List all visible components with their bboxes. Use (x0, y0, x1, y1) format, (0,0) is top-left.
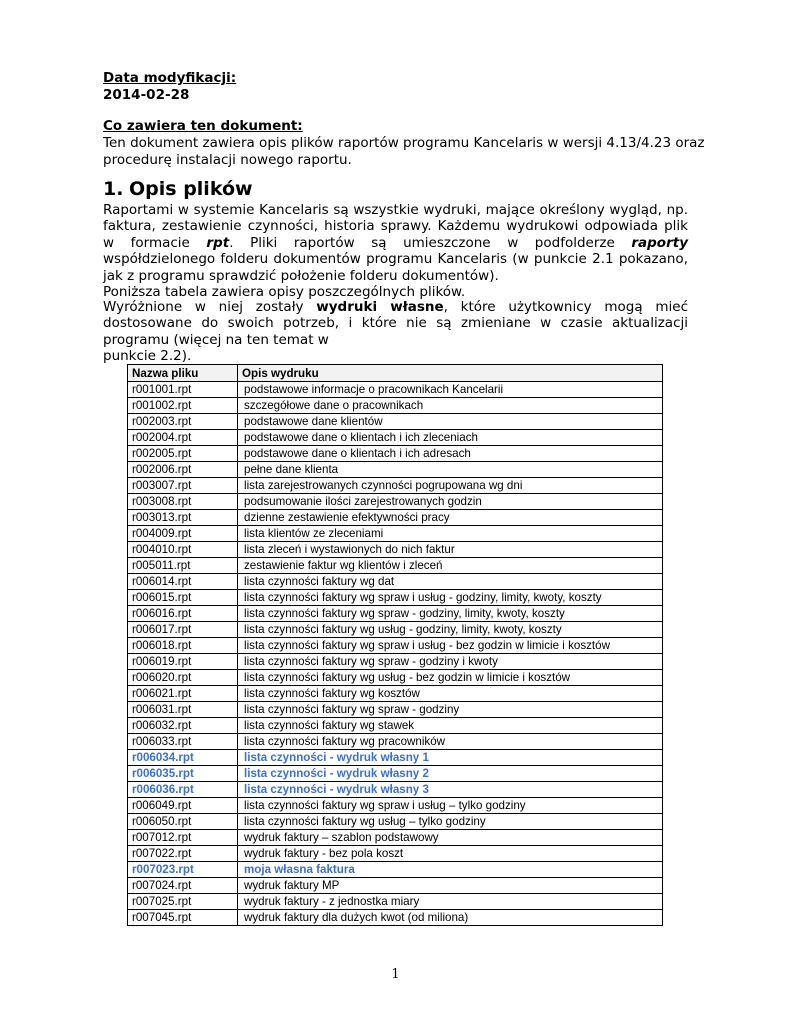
description-cell: lista czynności - wydruk własny 2 (238, 766, 663, 782)
table-row (128, 638, 663, 654)
file-name-cell: r002004.rpt (128, 430, 238, 446)
table-row (128, 830, 663, 846)
description-cell: podstawowe informacje o pracownikach Kancelarii (238, 382, 663, 398)
rpt-format: rpt (206, 234, 230, 251)
table-row (128, 670, 663, 686)
description-cell: pełne dane klienta (238, 462, 663, 478)
description-cell: lista zarejestrowanych czynności pogrupowana wg dni (238, 478, 663, 494)
table-row (128, 718, 663, 734)
table-header-row (128, 365, 663, 382)
table-row (128, 558, 663, 574)
table-body (128, 382, 663, 926)
table-row (128, 846, 663, 862)
para1-text-3: współdzielonego folderu dokumentów programu Kancelaris (w punkcie 2.1 pokazano, jak z programu sprawdzić położenie folderu dokumentów). (103, 251, 688, 284)
description-cell: podstawowe dane o klientach i ich adresach (238, 446, 663, 462)
section-title: Opis plików (129, 178, 253, 200)
table-row (128, 430, 663, 446)
file-name-cell: r005011.rpt (128, 558, 238, 574)
file-name-cell: r007012.rpt (128, 830, 238, 846)
description-cell: zestawienie faktur wg klientów i zleceń (238, 558, 663, 574)
file-name-cell: r006050.rpt (128, 814, 238, 830)
description-cell: wydruk faktury - z jednostka miary (238, 894, 663, 910)
description-cell: lista czynności faktury wg spraw - godziny, limity, kwoty, koszty (238, 606, 663, 622)
description-cell: lista czynności faktury wg stawek (238, 718, 663, 734)
table-row (128, 526, 663, 542)
file-name-cell: r006017.rpt (128, 622, 238, 638)
file-name-cell: r006035.rpt (128, 766, 238, 782)
table-row (128, 494, 663, 510)
table-row (128, 462, 663, 478)
table-row (128, 654, 663, 670)
file-name-cell: r007025.rpt (128, 894, 238, 910)
file-name-cell: r006034.rpt (128, 750, 238, 766)
section-number: 1. (103, 178, 124, 200)
table-row (128, 702, 663, 718)
file-name-cell: r006021.rpt (128, 686, 238, 702)
table-row (128, 814, 663, 830)
description-cell: lista czynności faktury wg usług - godziny, limity, kwoty, koszty (238, 622, 663, 638)
header-file-name: Nazwa pliku (128, 365, 238, 382)
file-name-cell: r006020.rpt (128, 670, 238, 686)
table-row (128, 446, 663, 462)
description-cell: lista czynności faktury wg spraw - godziny (238, 702, 663, 718)
section-heading (103, 178, 253, 200)
table-row (128, 510, 663, 526)
file-name-cell: r006015.rpt (128, 590, 238, 606)
description-cell: podstawowe dane o klientach i ich zleceniach (238, 430, 663, 446)
file-name-cell: r001002.rpt (128, 398, 238, 414)
table-row (128, 590, 663, 606)
report-files-table (127, 364, 663, 926)
description-cell: lista czynności faktury wg spraw i usług – tylko godziny (238, 798, 663, 814)
para2-last-line: punkcie 2.2). (103, 348, 192, 365)
para2-text-2: , które użytkownicy mogą mieć dostosowane do swoich potrzeb, i które nie są zmieniane w czasie aktualizacji programu (więcej na ten temat w (103, 299, 688, 348)
table-row (128, 766, 663, 782)
description-cell: podstawowe dane klientów (238, 414, 663, 430)
header-description: Opis wydruku (238, 365, 663, 382)
para1-text-1: Raportami w systemie Kancelaris są wszystkie wydruki, mające określony wygląd, np. faktura, zestawienie czynności, historia sprawy. Każdemu wydrukowi odpowiada plik w formacie (103, 202, 688, 251)
description-cell: lista klientów ze zleceniami (238, 526, 663, 542)
table-row (128, 622, 663, 638)
description-cell: lista czynności faktury wg dat (238, 574, 663, 590)
file-name-cell: r006018.rpt (128, 638, 238, 654)
file-name-cell: r006033.rpt (128, 734, 238, 750)
file-name-cell: r006049.rpt (128, 798, 238, 814)
file-name-cell: r007023.rpt (128, 862, 238, 878)
table-row (128, 798, 663, 814)
file-name-cell: r006019.rpt (128, 654, 238, 670)
table-row (128, 414, 663, 430)
file-name-cell: r002003.rpt (128, 414, 238, 430)
contents-line-1: Ten dokument zawiera opis plików raportów programu Kancelaris w wersji 4.13/4.23 oraz (103, 135, 705, 151)
description-cell: lista zleceń i wystawionych do nich faktur (238, 542, 663, 558)
description-cell: wydruk faktury dla dużych kwot (od miliona) (238, 910, 663, 926)
modified-label: Data modyfikacji: (103, 70, 237, 86)
table-row (128, 750, 663, 766)
para1-text-2: . Pliki raportów są umieszczone w podfolderze (229, 234, 632, 251)
file-name-cell: r004010.rpt (128, 542, 238, 558)
contents-line-2: procedurę instalacji nowego raportu. (103, 152, 352, 168)
description-cell: lista czynności - wydruk własny 3 (238, 782, 663, 798)
file-name-cell: r004009.rpt (128, 526, 238, 542)
description-cell: lista czynności faktury wg spraw - godziny i kwoty (238, 654, 663, 670)
para1-last-line: Poniższa tabela zawiera opisy poszczególnych plików. (103, 284, 466, 301)
table-row (128, 398, 663, 414)
table-row (128, 782, 663, 798)
para2-text-1: Wyróżnione w niej zostały (103, 299, 317, 315)
table-row (128, 878, 663, 894)
modification-block (103, 70, 236, 104)
description-cell: lista czynności faktury wg spraw i usług - bez godzin w limicie i kosztów (238, 638, 663, 654)
description-cell: wydruk faktury – szablon podstawowy (238, 830, 663, 846)
table-row (128, 894, 663, 910)
file-name-cell: r002006.rpt (128, 462, 238, 478)
table-row (128, 606, 663, 622)
table-row (128, 542, 663, 558)
file-name-cell: r007024.rpt (128, 878, 238, 894)
description-cell: lista czynności - wydruk własny 1 (238, 750, 663, 766)
contents-label: Co zawiera ten dokument: (103, 118, 303, 134)
description-cell: podsumowanie ilości zarejestrowanych godzin (238, 494, 663, 510)
table-row (128, 478, 663, 494)
intro-paragraph (103, 202, 688, 300)
file-name-cell: r001001.rpt (128, 382, 238, 398)
table-row (128, 574, 663, 590)
file-name-cell: r006032.rpt (128, 718, 238, 734)
table-row (128, 862, 663, 878)
table-row (128, 382, 663, 398)
file-name-cell: r006014.rpt (128, 574, 238, 590)
raporty-folder: raporty (631, 234, 688, 251)
description-cell: szczegółowe dane o pracownikach (238, 398, 663, 414)
table-row (128, 686, 663, 702)
contents-block (103, 118, 705, 169)
custom-prints-term: wydruki własne (316, 299, 444, 315)
description-cell: wydruk faktury - bez pola koszt (238, 846, 663, 862)
description-cell: wydruk faktury MP (238, 878, 663, 894)
file-name-cell: r002005.rpt (128, 446, 238, 462)
description-cell: lista czynności faktury wg pracowników (238, 734, 663, 750)
description-cell: lista czynności faktury wg usług – tylko godziny (238, 814, 663, 830)
file-name-cell: r006036.rpt (128, 782, 238, 798)
file-name-cell: r006016.rpt (128, 606, 238, 622)
file-name-cell: r007045.rpt (128, 910, 238, 926)
file-name-cell: r007022.rpt (128, 846, 238, 862)
file-name-cell: r003007.rpt (128, 478, 238, 494)
description-cell: moja własna faktura (238, 862, 663, 878)
file-name-cell: r003008.rpt (128, 494, 238, 510)
description-cell: dzienne zestawienie efektywności pracy (238, 510, 663, 526)
file-name-cell: r006031.rpt (128, 702, 238, 718)
highlight-paragraph (103, 299, 688, 365)
description-cell: lista czynności faktury wg spraw i usług - godziny, limity, kwoty, koszty (238, 590, 663, 606)
table-row (128, 734, 663, 750)
file-name-cell: r003013.rpt (128, 510, 238, 526)
page-number: 1 (391, 967, 400, 982)
table-row (128, 910, 663, 926)
description-cell: lista czynności faktury wg usług - bez godzin w limicie i kosztów (238, 670, 663, 686)
modified-date: 2014-02-28 (103, 87, 190, 103)
description-cell: lista czynności faktury wg kosztów (238, 686, 663, 702)
